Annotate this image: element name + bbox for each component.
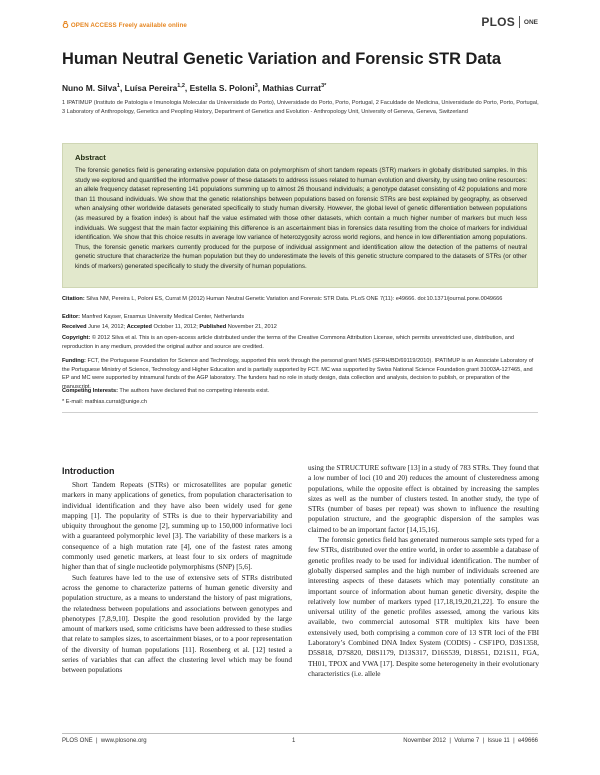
- body-paragraph: using the STRUCTURE software [13] in a study of 783 STRs. They found that a low number of loci (10 and 20) reduces the amount of clusteredness among populations, while the opposite effect is obtained by increasing the samples sizes as well as the number of clusters tested. In another study, the type of STRs (number of bases per repeat) was shown to influence the resulting population structure, and the geographic dispersion of the samples was claimed to be an important factor [14,15,16].: [308, 463, 539, 534]
- open-access-lock-icon: [62, 21, 69, 28]
- received-label: Received: [62, 324, 87, 330]
- editor-label: Editor:: [62, 314, 81, 320]
- accepted-date: October 11, 2012;: [153, 324, 198, 330]
- editor-text: Manfred Kayser, Erasmus University Medical Center, Netherlands: [81, 314, 245, 320]
- body-paragraph: Short Tandem Repeats (STRs) or microsatellites are popular genetic markers in many applications of genetics, from population characterisation to individual identification and they have also been widely used for gene mapping [1]. The popularity of STRs is due to their hypervariability and ubiquity throughout the genome [2], summing up to 150,000 informative loci with a guaranteed polymorphic level [3]. The variability of these markers is a consequence of a high mutation rate [4], one of the fastest rates among commonly used genetic markers, at least four to six orders of magnitude higher than that of single nucleotide polymorphisms (SNP) [5,6].: [62, 480, 292, 572]
- body-column-right: [308, 463, 539, 679]
- plos-one-logo: [481, 15, 538, 29]
- author-name: Estella S. Poloni: [189, 83, 255, 93]
- author-affiliation-mark: 3: [254, 83, 258, 90]
- author-affiliation-mark: 1,2: [177, 83, 185, 90]
- body-paragraph: Such features have led to the use of extensive sets of STRs distributed across the genome to characterize patterns of human genetic diversity and population structure, as a means to understand the history of past migrations, the relatedness between populations and associations between genotypes and phenotypes [7,8,9,10]. Despite the good resolution provided by the large amount of markers used, some criticisms have been addressed to these studies that relate to samples sizes, to ascertainment biases, or to a poor representation of the diversity of human populations [11]. Rosenberg et al. [12] tested a series of variables that can affect the clustering level which may be found between populations: [62, 572, 292, 675]
- footer-volume: Volume 7: [454, 738, 480, 744]
- page-number: 1: [292, 738, 296, 744]
- author-name: Luísa Pereira: [124, 83, 178, 93]
- funding-label: Funding:: [62, 358, 86, 364]
- footer-issue: Issue 11: [487, 738, 510, 744]
- email-link[interactable]: mathias.currat@unige.ch: [84, 399, 147, 405]
- email-block: [62, 398, 538, 407]
- footer-journal: PLOS ONE: [62, 738, 93, 744]
- footer-site-link[interactable]: www.plosone.org: [100, 738, 147, 744]
- copyright-block: [62, 334, 538, 351]
- competing-text: The authors have declared that no competing interests exist.: [119, 388, 270, 394]
- author-list: Nuno M. Silva$^1$, Luísa Pereira$^{1,2}$, Estella S. Poloni$^3$, Mathias Currat$^{3*}$: [62, 83, 327, 93]
- copyright-label: Copyright:: [62, 335, 91, 341]
- accepted-label: Accepted: [126, 324, 152, 330]
- logo-divider: [519, 16, 520, 28]
- competing-interests-block: [62, 387, 538, 396]
- article-title: Human Neutral Genetic Variation and Forensic STR Data: [62, 50, 502, 68]
- footer-date: November 2012: [403, 738, 446, 744]
- citation-text: Silva NM, Pereira L, Poloni ES, Currat M (2012) Human Neutral Genetic Variation and Forensic STR Data. PLoS ONE 7(11): e49666. doi:10.1371/journal.pone.0049666: [86, 296, 503, 302]
- funding-text: FCT, the Portuguese Foundation for Science and Technology, supported this work through the personal grant NMS (SFRH/BD/69119/2010). IPATIMUP is an Associate Laboratory of the Portuguese Ministry of Science, Technology and Higher Education and is partially supported by FCT. MC was supported by Swiss National Science Foundation grant 31003A-127465, and EP and MC were supported by intramural funds of the AGP laboratory. The funders had no role in study design, data collection and analysis, decision to publish, or preparation of the manuscript.: [62, 358, 534, 390]
- copyright-text: © 2012 Silva et al. This is an open-access article distributed under the terms of the Creative Commons Attribution License, which permits unrestricted use, distribution, and reproduction in any medium, provided the original author and source are credited.: [62, 335, 515, 350]
- page-footer: [62, 738, 538, 750]
- author-affiliation-mark: 1: [116, 83, 120, 90]
- meta-divider: [62, 412, 538, 413]
- dates-block: [62, 323, 538, 332]
- introduction-heading: Introduction: [62, 466, 115, 476]
- journal-header: [62, 7, 538, 35]
- access-word: ACCESS: [90, 22, 117, 29]
- email-label: * E-mail:: [62, 399, 84, 405]
- body-column-left: [62, 480, 292, 676]
- published-label: Published: [199, 324, 227, 330]
- body-paragraph: The forensic genetics field has generated numerous sample sets typed for a few STRs, distributed over the entire world, in order to assemble a database of genetic profiles ready to be used for individual identification. The number of globally dispersed samples and the high number of individuals screened are interesting aspects of these datasets which may potentially constitute an important source of information about human genetic diversity, despite the relatively low number of markers typed [17,18,19,20,21,22]. To ensure the universal utility of the genetic profiles assessed, among the various kits available, two commercial autosomal STR multiplex kits have been extensively used, both comprising a common core of 13 STR loci of the FBI Laboratory’s Combined DNA Index System (CODIS) - CSF1PO, D3S1358, D5S818, D7S820, D8S1179, D13S317, D16S539, D18S51, D21S11, FGA, TH01, TPOX and VWA [17]. Despite some heterogeneity in their evolutionary characteristics (i.e. allele: [308, 535, 539, 678]
- citation-label: Citation:: [62, 296, 85, 302]
- footer-divider: [62, 733, 538, 734]
- affiliations: 1 IPATIMUP (Instituto de Patologia e Imunologia Molecular da Universidade do Porto), Universidade do Porto, Porto, Portugal, 2 Faculdade de Medicina, Universidade do Porto, Porto, Portugal, 3 Laboratory of Anthropology, Genetics and Peopling History, Department of Genetics and Evolution - Anthropology Unit, University of Geneva, Geneva, Switzerland: [62, 100, 539, 116]
- open-access-word: OPEN: [70, 22, 89, 29]
- footer-article-id: e49666: [517, 738, 538, 744]
- abstract-heading: Abstract: [75, 153, 106, 162]
- abstract-text: The forensic genetics field is generating extensive population data on polymorphism of short tandem repeats (STR) markers in globally distributed samples. In this study we explored and quantified the informative power of these datasets to address issues related to human evolution and diversity, by using two online resources: an allele frequency dataset representing 141 populations summing up to almost 26 thousand individuals; a genotype dataset consisting of 42 populations and more than 11 thousand individuals. We show that the genetic relationships between populations based on forensic STRs are best explained by geography, as observed when analysing other worldwide datasets generated specifically to study human diversity. However, the global level of genetic differentiation between populations (as measured by a fixation index) is about half the value estimated with those other datasets, which contain a much higher number of markers but much less individuals. We suggest that the main factor explaining this difference is an ascertainment bias in forensics data resulting from the choice of markers for individual identification. We show that this choice results in average low variance of heterozygosity across world regions, and hence in low differentiation among populations. Thus, the forensic genetic markers currently produced for the purpose of individual assignment and identification allow the detection of the patterns of neutral genetic structure that characterize the human population but they do underestimate the levels of this genetic structure compared to the datasets of STRs (or other kinds of markers) generated specifically to study the diversity of human populations.: [75, 167, 527, 270]
- author-name: Mathias Currat: [262, 83, 322, 93]
- author-affiliation-mark: 3*: [321, 83, 327, 90]
- received-date: June 14, 2012;: [88, 324, 126, 330]
- editor-block: [62, 313, 538, 322]
- published-date: November 21, 2012: [227, 324, 277, 330]
- footer-right: November 2012 | Volume 7 | Issue 11 | e49666: [403, 738, 538, 744]
- competing-label: Competing Interests:: [62, 388, 118, 394]
- logo-one-text: ONE: [523, 18, 538, 26]
- author-name: Nuno M. Silva: [62, 83, 117, 93]
- freely-available-label: Freely available online: [118, 22, 187, 29]
- abstract-box: [62, 143, 538, 288]
- open-access-badge: [62, 21, 187, 29]
- citation-block: [62, 295, 538, 304]
- footer-left: PLOS ONE | www.plosone.org: [62, 738, 147, 744]
- logo-plos-text: PLOS: [481, 15, 515, 29]
